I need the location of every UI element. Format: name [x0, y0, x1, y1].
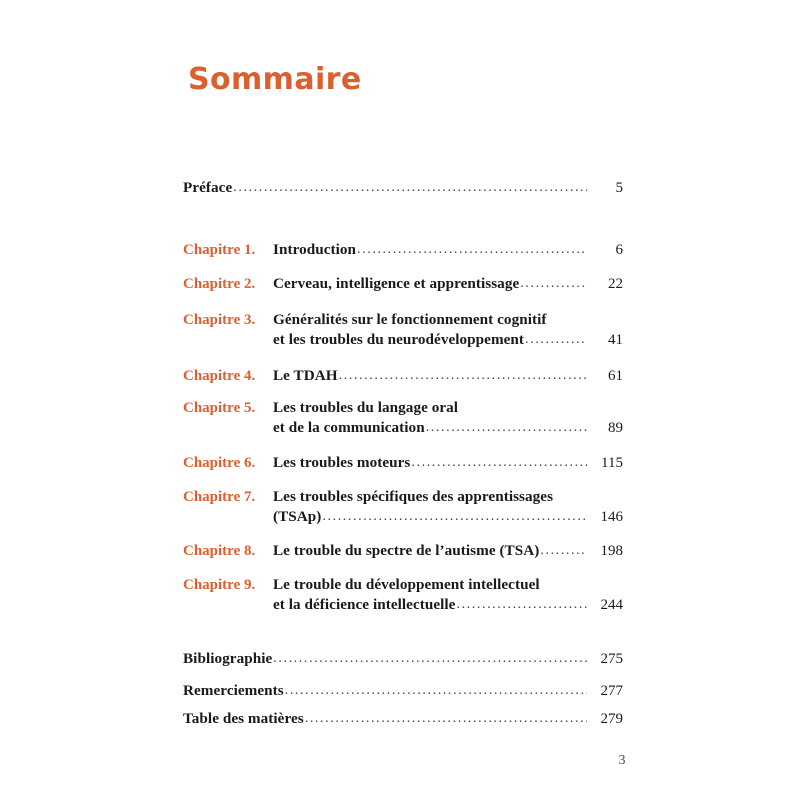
chapter-label: Chapitre 5.: [183, 400, 256, 416]
toc-page-number: 115: [601, 455, 623, 471]
toc-entry[interactable]: [183, 240, 623, 260]
toc-entry-body: [273, 453, 623, 473]
toc-entry-title: Généralités sur le fonctionnement cognitif: [273, 311, 547, 328]
dot-leader: [305, 709, 587, 728]
toc-entry-body: [183, 681, 623, 701]
toc-entry-title: Préface: [183, 179, 233, 196]
toc-entry[interactable]: [183, 310, 623, 350]
toc-entry-body: [273, 595, 623, 615]
chapter-label: Chapitre 7.: [183, 489, 256, 505]
toc-entry-title: Le trouble du développement intellectuel: [273, 576, 540, 593]
toc-page-number: 198: [600, 543, 623, 559]
toc-entry[interactable]: [183, 575, 623, 615]
chapter-label: Chapitre 4.: [183, 368, 256, 384]
toc-entry-body: [273, 507, 623, 527]
toc-entry-line: [183, 274, 623, 294]
toc-entry-line: [183, 398, 623, 418]
toc-entry[interactable]: [183, 274, 623, 294]
dot-leader: [339, 366, 587, 385]
toc-entry-body: [273, 398, 623, 418]
toc-page-number: 61: [608, 368, 623, 384]
toc-entry-title: et la déficience intellectuelle: [273, 596, 456, 613]
dot-leader: [273, 649, 587, 668]
dot-leader: [322, 507, 587, 526]
toc-page-number: 22: [608, 276, 623, 292]
toc-entry[interactable]: [183, 681, 623, 701]
toc-page-number: 41: [608, 332, 623, 348]
toc-entry-body: [183, 178, 623, 198]
dot-leader: [525, 330, 587, 349]
toc-page-number: 6: [615, 242, 623, 258]
chapter-label: Chapitre 9.: [183, 577, 256, 593]
dot-leader: [357, 240, 587, 259]
toc-entry-body: [273, 366, 623, 386]
toc-entry-title: et de la communication: [273, 419, 425, 436]
toc-entry-line: [183, 330, 623, 350]
chapter-label: Chapitre 3.: [183, 312, 256, 328]
chapter-label: Chapitre 2.: [183, 276, 256, 292]
toc-entry-title: Bibliographie: [183, 650, 273, 667]
page-title: Sommaire: [188, 62, 362, 97]
toc-entry-line: [183, 178, 623, 198]
chapter-label: Chapitre 6.: [183, 455, 256, 471]
dot-leader: [285, 681, 587, 700]
toc-entry-title: Le TDAH: [273, 367, 338, 384]
toc-entry-title: (TSAp): [273, 508, 322, 525]
toc-entry[interactable]: [183, 487, 623, 527]
toc-page-number: 5: [615, 180, 623, 196]
toc-entry-line: [183, 595, 623, 615]
toc-entry[interactable]: [183, 178, 623, 198]
toc-entry[interactable]: [183, 649, 623, 669]
toc-entry-body: [183, 709, 623, 729]
toc-entry-title: Remerciements: [183, 682, 284, 699]
toc-page-number: 244: [600, 597, 623, 613]
toc-entry[interactable]: [183, 453, 623, 473]
toc-entry-body: [273, 240, 623, 260]
toc-entry-body: [273, 330, 623, 350]
toc-page-number: 146: [600, 509, 623, 525]
toc-entry[interactable]: [183, 398, 623, 438]
toc-entry-title: et les troubles du neurodéveloppement: [273, 331, 525, 348]
toc-entry-body: [273, 487, 623, 507]
dot-leader: [520, 274, 587, 293]
toc-entry-title: Cerveau, intelligence et apprentissage: [273, 275, 520, 292]
toc-entry-title: Les troubles du langage oral: [273, 399, 459, 416]
toc-entry-title: Introduction: [273, 241, 357, 258]
toc-entry-line: [183, 681, 623, 701]
dot-leader: [426, 418, 587, 437]
toc-entry[interactable]: [183, 709, 623, 729]
toc-page-number: 275: [600, 651, 623, 667]
toc-entry-line: [183, 418, 623, 438]
toc-entry-line: [183, 507, 623, 527]
dot-leader: [411, 453, 587, 472]
dot-leader: [540, 541, 587, 560]
chapter-label: Chapitre 1.: [183, 242, 256, 258]
toc-entry-line: [183, 709, 623, 729]
toc-entry-body: [183, 649, 623, 669]
toc-entry-title: Les troubles moteurs: [273, 454, 411, 471]
toc-entry-line: [183, 453, 623, 473]
toc-entry-line: [183, 240, 623, 260]
dot-leader: [233, 178, 587, 197]
folio-page-number: 3: [618, 753, 626, 768]
toc-entry-body: [273, 418, 623, 438]
toc-entry-line: [183, 575, 623, 595]
toc-entry-body: [273, 274, 623, 294]
toc-entry-line: [183, 541, 623, 561]
toc-page-number: 89: [608, 420, 623, 436]
toc-entry-line: [183, 487, 623, 507]
toc-entry-line: [183, 649, 623, 669]
toc-entry-title: Le trouble du spectre de l’autisme (TSA): [273, 542, 540, 559]
toc-entry[interactable]: [183, 366, 623, 386]
toc-entry-body: [273, 310, 623, 330]
toc-entry-line: [183, 310, 623, 330]
chapter-label: Chapitre 8.: [183, 543, 256, 559]
dot-leader: [456, 595, 587, 614]
toc-entry-title: Les troubles spécifiques des apprentissages: [273, 488, 554, 505]
toc-page-number: 279: [600, 711, 623, 727]
toc-entry-line: [183, 366, 623, 386]
toc-page-number: 277: [600, 683, 623, 699]
toc-entry-body: [273, 541, 623, 561]
toc-entry[interactable]: [183, 541, 623, 561]
toc-entry-body: [273, 575, 623, 595]
toc-entry-title: Table des matières: [183, 710, 304, 727]
